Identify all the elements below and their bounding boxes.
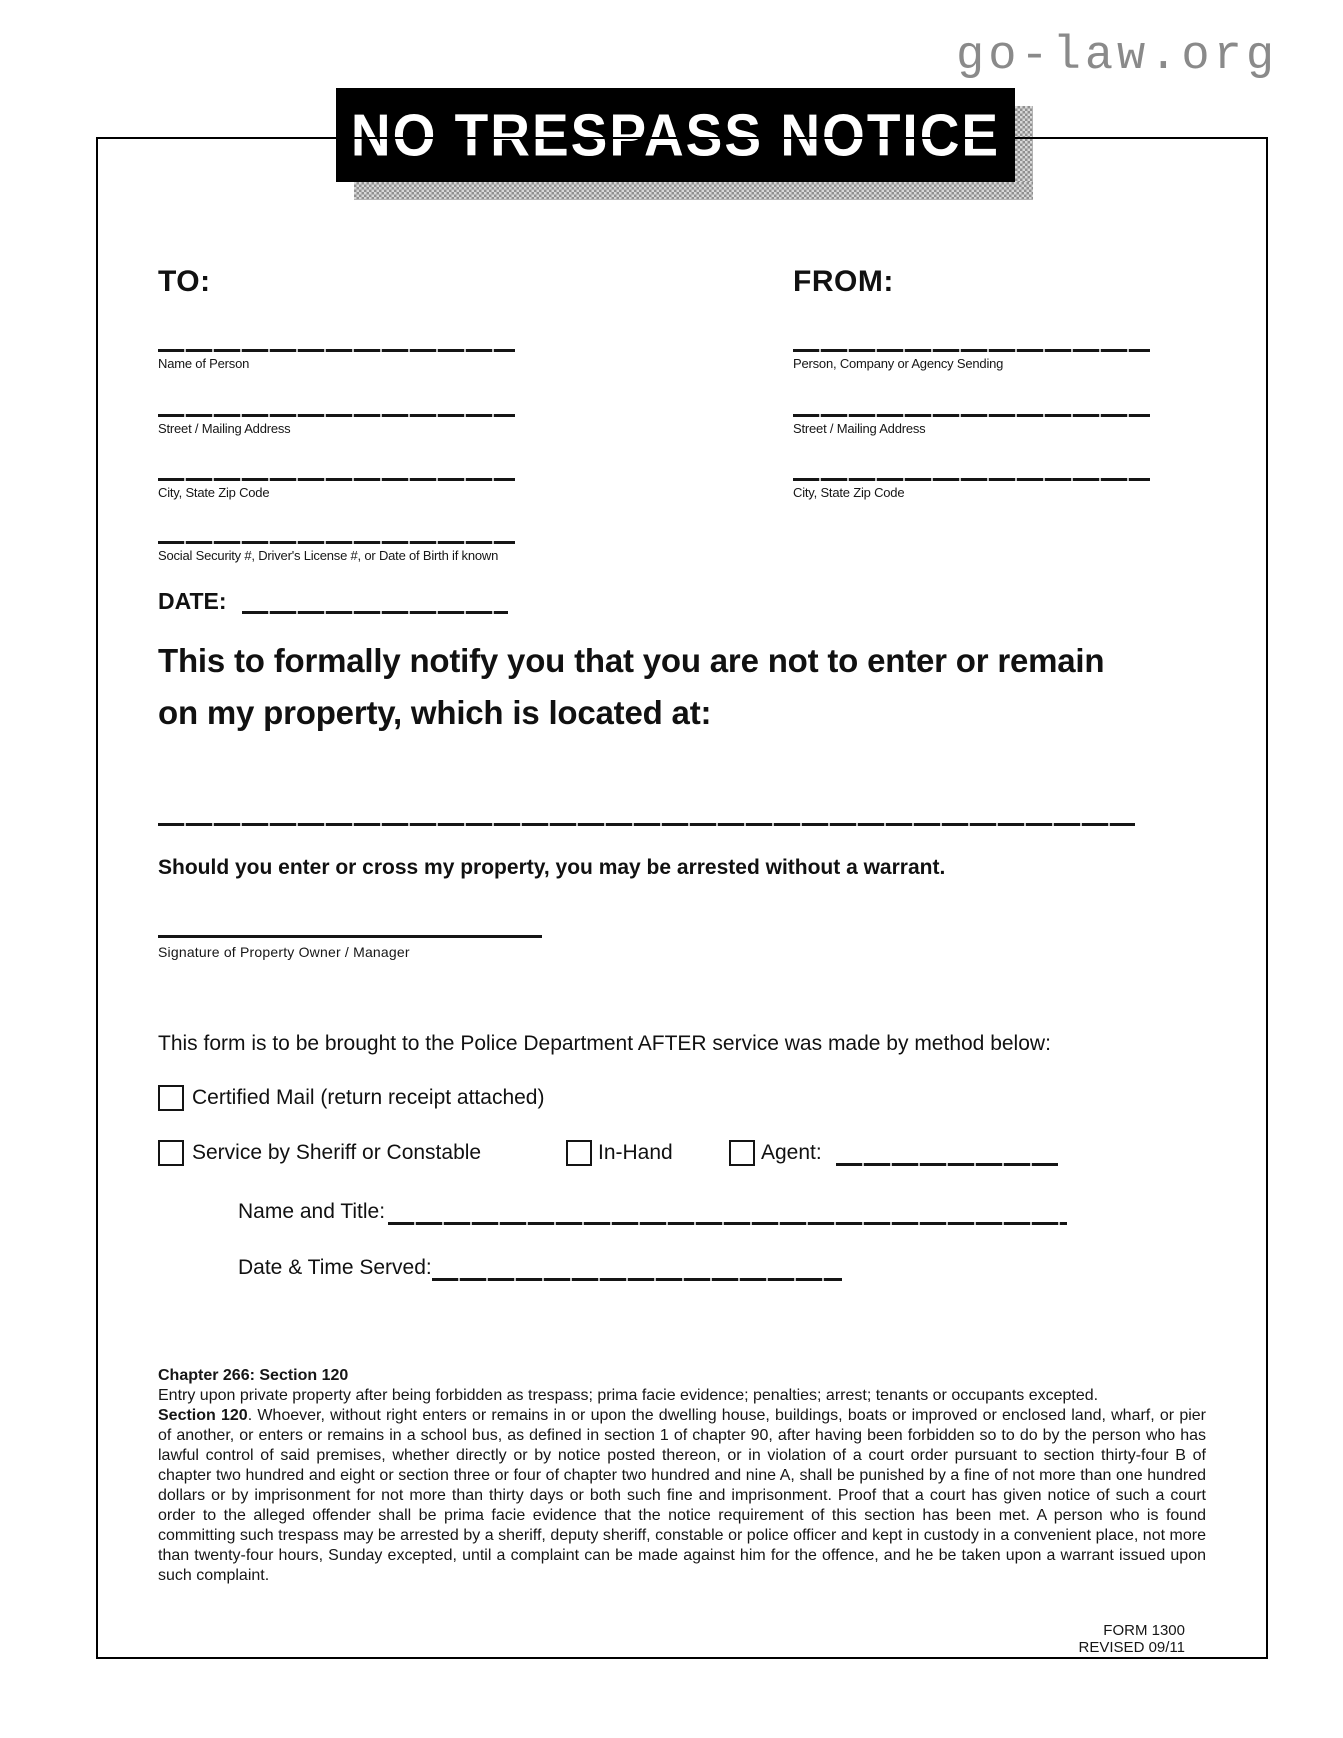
to-ssn-label: Social Security #, Driver's License #, or Date of Birth if known bbox=[158, 548, 499, 563]
statute-summary: Entry upon private property after being forbidden as trespass; prima facie evidence; penalties; arrest; tenants or occupants excepted. bbox=[158, 1387, 1099, 1404]
notice-heading-line2: on my property, which is located at: bbox=[158, 694, 712, 731]
statute-block bbox=[158, 1366, 1206, 1586]
name-title-label: Name and Title: bbox=[238, 1200, 386, 1223]
from-street-label: Street / Mailing Address bbox=[793, 421, 926, 436]
warning-text: Should you enter or cross my property, you may be arrested without a warrant. bbox=[158, 856, 946, 879]
from-sender-line[interactable] bbox=[793, 349, 1150, 352]
statute-section-label: Section 120 bbox=[158, 1407, 248, 1424]
date-time-served-label: Date & Time Served: bbox=[238, 1256, 432, 1279]
statute-body bbox=[158, 1406, 1206, 1586]
to-street-line[interactable] bbox=[158, 414, 515, 417]
sheriff-service-label: Service by Sheriff or Constable bbox=[192, 1141, 482, 1164]
to-name-line[interactable] bbox=[158, 349, 515, 352]
from-city-line[interactable] bbox=[793, 478, 1150, 481]
agent-label: Agent: bbox=[761, 1141, 822, 1164]
property-location-line[interactable] bbox=[158, 823, 1135, 826]
statute-title: Chapter 266: Section 120 bbox=[158, 1367, 349, 1384]
to-street-label: Street / Mailing Address bbox=[158, 421, 291, 436]
signature-label: Signature of Property Owner / Manager bbox=[158, 944, 410, 960]
statute-body-text: . Whoever, without right enters or remains in or upon the dwelling house, buildings, boats or improved or enclosed land, wharf, or pier of another, or enters or remains in a school bus, as defined in section 1 of chapter 90, after having been forbidden so to do by the person who has lawful control of said premises, whether directly or by notice posted thereon, or in violation of a court order pursuant to section thirty-four B of chapter two hundred and eight or section three or four of chapter two hundred and nine A, shall be punished by a fine of not more than one hundred dollars or by imprisonment for not more than thirty days or both such fine and imprisonment. Proof that a court has given notice of such a court order to the alleged offender shall be prima facie evidence that the notice requirement of this section has been met. A person who is found committing such trespass may be arrested by a sheriff, deputy sheriff, constable or police officer and kept in custody in a convenient place, not more than twenty-four hours, Sunday excepted, until a complaint can be made against him for the offence, and he be taken upon a warrant issued upon such complaint. bbox=[158, 1407, 1206, 1584]
from-street-line[interactable] bbox=[793, 414, 1150, 417]
from-heading: FROM: bbox=[793, 265, 894, 298]
from-sender-label: Person, Company or Agency Sending bbox=[793, 356, 1004, 371]
form-footer bbox=[1079, 1622, 1185, 1656]
signature-line[interactable] bbox=[158, 935, 542, 938]
to-ssn-line[interactable] bbox=[158, 541, 515, 544]
date-line[interactable] bbox=[242, 611, 508, 614]
in-hand-checkbox[interactable] bbox=[566, 1140, 592, 1166]
notice-heading-line1: This to formally notify you that you are not to enter or remain bbox=[158, 642, 1105, 679]
service-instruction: This form is to be brought to the Police Department AFTER service was made by method below: bbox=[158, 1032, 1051, 1055]
in-hand-label: In-Hand bbox=[598, 1141, 673, 1164]
form-revision: REVISED 09/11 bbox=[1078, 1639, 1185, 1656]
agent-checkbox[interactable] bbox=[729, 1140, 755, 1166]
name-title-line[interactable] bbox=[388, 1222, 1067, 1225]
certified-mail-checkbox[interactable] bbox=[158, 1085, 184, 1111]
date-label: DATE: bbox=[158, 588, 227, 614]
certified-mail-label: Certified Mail (return receipt attached) bbox=[192, 1086, 545, 1109]
to-heading: TO: bbox=[158, 265, 211, 298]
date-time-served-line[interactable] bbox=[432, 1278, 842, 1281]
agent-name-line[interactable] bbox=[836, 1163, 1058, 1166]
sheriff-service-checkbox[interactable] bbox=[158, 1140, 184, 1166]
to-name-label: Name of Person bbox=[158, 356, 250, 371]
to-city-line[interactable] bbox=[158, 478, 515, 481]
form-number: FORM 1300 bbox=[1103, 1622, 1185, 1639]
to-city-label: City, State Zip Code bbox=[158, 485, 270, 500]
form-title: NO TRESPASS NOTICE bbox=[350, 101, 1001, 169]
site-watermark: go-law.org bbox=[956, 30, 1279, 83]
from-city-label: City, State Zip Code bbox=[793, 485, 905, 500]
